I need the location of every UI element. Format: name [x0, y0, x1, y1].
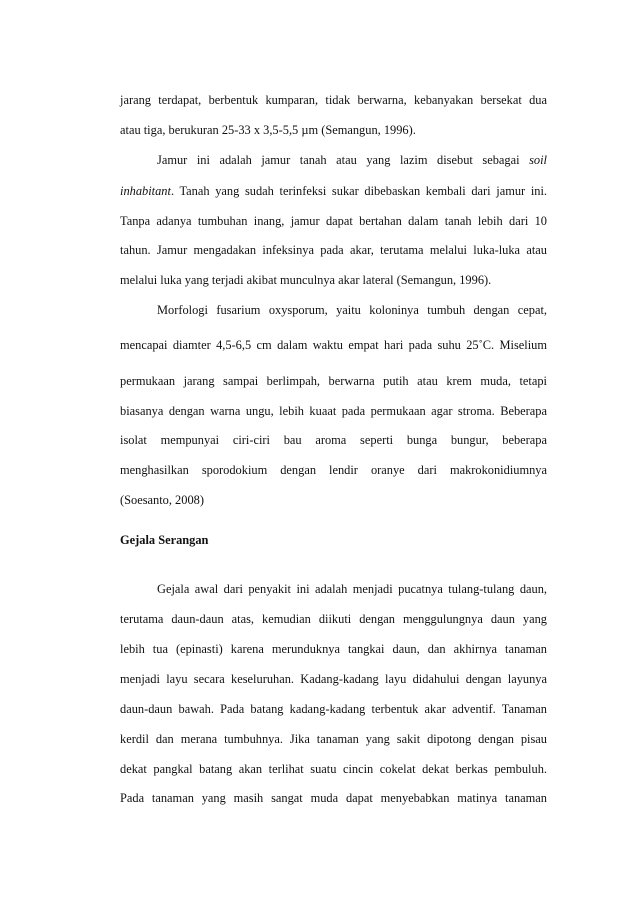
body-text-line: daun-daun bawah. Pada batang kadang-kadang terbentuk akar adventif. Tanaman: [120, 702, 547, 716]
body-text-line: dekat pangkal batang akan terlihat suatu cincin cokelat dekat berkas pembuluh.: [120, 762, 547, 776]
body-text-line: jarang terdapat, berbentuk kumparan, tidak berwarna, kebanyakan bersekat dua: [120, 93, 547, 107]
body-text-line: mencapai diamter 4,5-6,5 cm dalam waktu empat hari pada suhu 25˚C. Miselium: [120, 338, 547, 352]
body-text-line: Morfologi fusarium oxysporum, yaitu koloninya tumbuh dengan cepat,: [157, 303, 547, 317]
body-text-line: [157, 152, 547, 168]
italic-term: soil: [529, 153, 547, 167]
body-text-line: melalui luka yang terjadi akibat munculnya akar lateral (Semangun, 1996).: [120, 273, 492, 287]
body-text-span: . Tanah yang sudah terinfeksi sukar dibebaskan kembali dari jamur ini.: [170, 184, 547, 198]
body-text-line: lebih tua (epinasti) karena merunduknya tangkai daun, dan akhirnya tanaman: [120, 642, 547, 656]
body-text-line: tahun. Jamur mengadakan infeksinya pada akar, terutama melalui luka-luka atau: [120, 243, 547, 257]
body-text-span: Jamur ini adalah jamur tanah atau yang lazim disebut sebagai: [157, 153, 530, 167]
body-text-line: Tanpa adanya tumbuhan inang, jamur dapat bertahan dalam tanah lebih dari 10: [120, 214, 547, 228]
body-text-line: menghasilkan sporodokium dengan lendir oranye dari makrokonidiumnya: [120, 463, 547, 477]
body-text-line: terutama daun-daun atas, kemudian diikuti dengan menggulungnya daun yang: [120, 612, 547, 626]
italic-term: inhabitant: [120, 184, 171, 198]
body-text-line: menjadi layu secara keseluruhan. Kadang-kadang layu didahului dengan layunya: [120, 672, 547, 686]
body-text-line: atau tiga, berukuran 25-33 x 3,5-5,5 µm (Semangun, 1996).: [120, 123, 416, 137]
body-text-line: [120, 183, 547, 199]
body-text-line: Gejala awal dari penyakit ini adalah menjadi pucatnya tulang-tulang daun,: [157, 582, 547, 596]
body-text-line: (Soesanto, 2008): [120, 493, 204, 507]
body-text-line: Pada tanaman yang masih sangat muda dapat menyebabkan matinya tanaman: [120, 791, 547, 805]
body-text-line: biasanya dengan warna ungu, lebih kuaat pada permukaan agar stroma. Beberapa: [120, 404, 547, 418]
body-text-line: kerdil dan merana tumbuhnya. Jika tanaman yang sakit dipotong dengan pisau: [120, 732, 547, 746]
body-text-line: permukaan jarang sampai berlimpah, berwarna putih atau krem muda, tetapi: [120, 374, 547, 388]
body-text-line: isolat mempunyai ciri-ciri bau aroma seperti bunga bungur, beberapa: [120, 433, 547, 447]
section-heading: Gejala Serangan: [120, 533, 209, 547]
